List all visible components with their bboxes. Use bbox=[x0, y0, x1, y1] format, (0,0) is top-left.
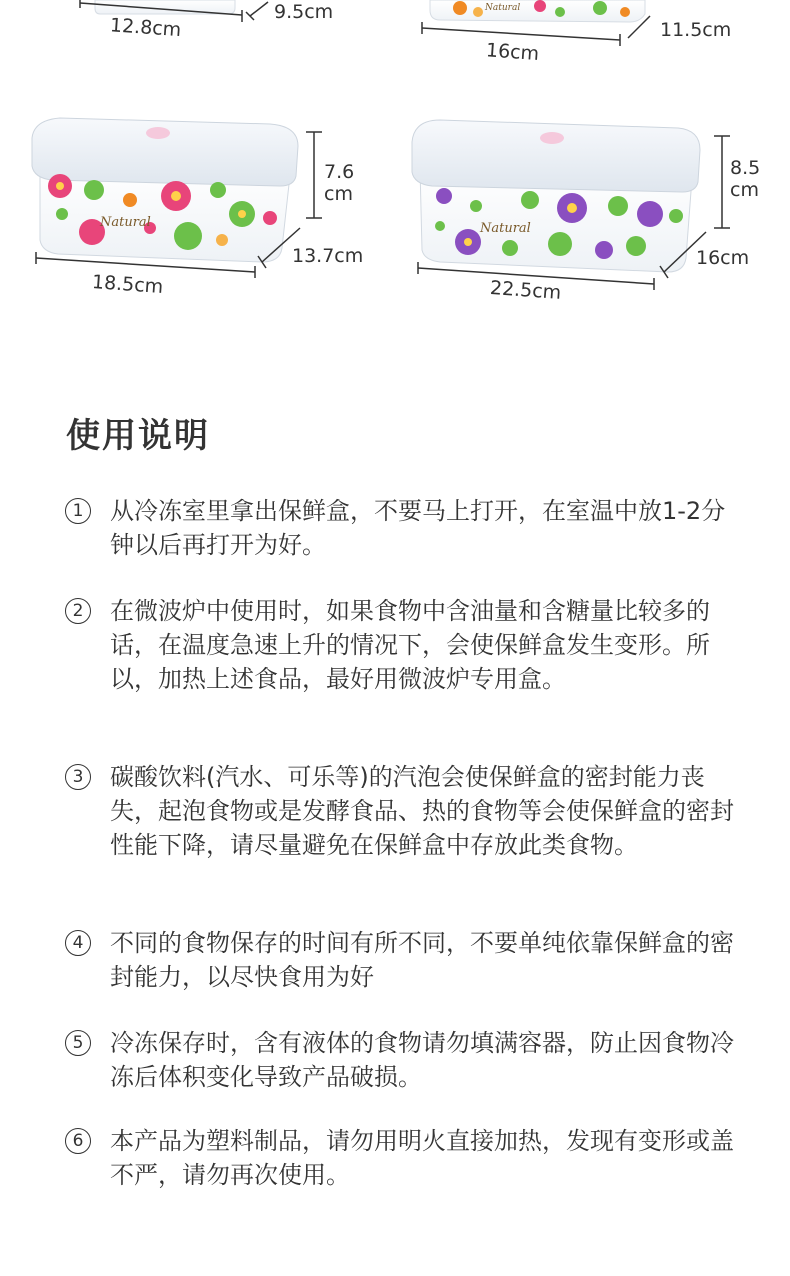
depth-dimension-line bbox=[250, 2, 268, 16]
circled-number: 1 bbox=[60, 494, 96, 528]
circled-number: 4 bbox=[60, 926, 96, 960]
circled-number: 6 bbox=[60, 1124, 96, 1158]
list-item bbox=[60, 1026, 740, 1094]
instruction-text: 本产品为塑料制品，请勿用明火直接加热，发现有变形或盖不严，请勿再次使用。 bbox=[110, 1127, 734, 1189]
list-item bbox=[60, 594, 740, 696]
lid bbox=[412, 120, 700, 192]
list-item bbox=[60, 494, 740, 562]
height-label-unit: cm bbox=[730, 179, 759, 201]
depth-label: 11.5cm bbox=[660, 19, 732, 41]
flower-decoration bbox=[453, 1, 467, 15]
circled-number: 3 bbox=[60, 760, 96, 794]
instruction-text: 碳酸饮料(汽水、可乐等)的汽泡会使保鲜盒的密封能力丧失，起泡食物或是发酵食品、热的食物等会使保鲜盒的密封性能下降，请尽量避免在保鲜盒中存放此类食物。 bbox=[110, 763, 734, 859]
width-label: 16cm bbox=[485, 39, 540, 66]
width-dimension-line bbox=[422, 28, 620, 40]
depth-label: 16cm bbox=[696, 247, 750, 269]
brand-label: Natural bbox=[100, 215, 151, 230]
brand-label: Natural bbox=[480, 221, 531, 236]
depth-label: 13.7cm bbox=[292, 245, 364, 267]
box-mid-right bbox=[412, 120, 760, 304]
height-label-unit: cm bbox=[324, 183, 353, 205]
list-item bbox=[60, 926, 740, 994]
list-item bbox=[60, 760, 740, 862]
lid-tab bbox=[146, 127, 170, 139]
height-label-value: 7.6 bbox=[324, 161, 355, 183]
width-label: 18.5cm bbox=[91, 271, 164, 298]
height-label-value: 8.5 bbox=[730, 157, 761, 179]
box-top-left bbox=[80, 0, 333, 41]
instruction-text: 冷冻保存时，含有液体的食物请勿填满容器，防止因食物冷冻后体积变化导致产品破损。 bbox=[110, 1029, 734, 1091]
product-illustration bbox=[0, 0, 790, 320]
instruction-text: 从冷冻室里拿出保鲜盒，不要马上打开，在室温中放1-2分钟以后再打开为好。 bbox=[110, 497, 726, 559]
lid-tab bbox=[540, 132, 564, 144]
brand-label: Natural bbox=[485, 3, 521, 13]
page-title: 使用说明 bbox=[66, 416, 210, 456]
box-top-right bbox=[422, 0, 731, 65]
width-label: 12.8cm bbox=[109, 14, 182, 42]
list-item bbox=[60, 1124, 740, 1192]
box-mid-left bbox=[32, 118, 363, 298]
instruction-text: 不同的食物保存的时间有所不同，不要单纯依靠保鲜盒的密封能力，以尽快食用为好 bbox=[110, 929, 734, 991]
circled-number: 2 bbox=[60, 594, 96, 628]
instruction-text: 在微波炉中使用时，如果食物中含油量和含糖量比较多的话，在温度急速上升的情况下，会使保鲜盒发生变形。所以，加热上述食品，最好用微波炉专用盒。 bbox=[110, 597, 710, 693]
width-label: 22.5cm bbox=[489, 276, 562, 304]
depth-label: 9.5cm bbox=[274, 1, 334, 23]
circled-number: 5 bbox=[60, 1026, 96, 1060]
